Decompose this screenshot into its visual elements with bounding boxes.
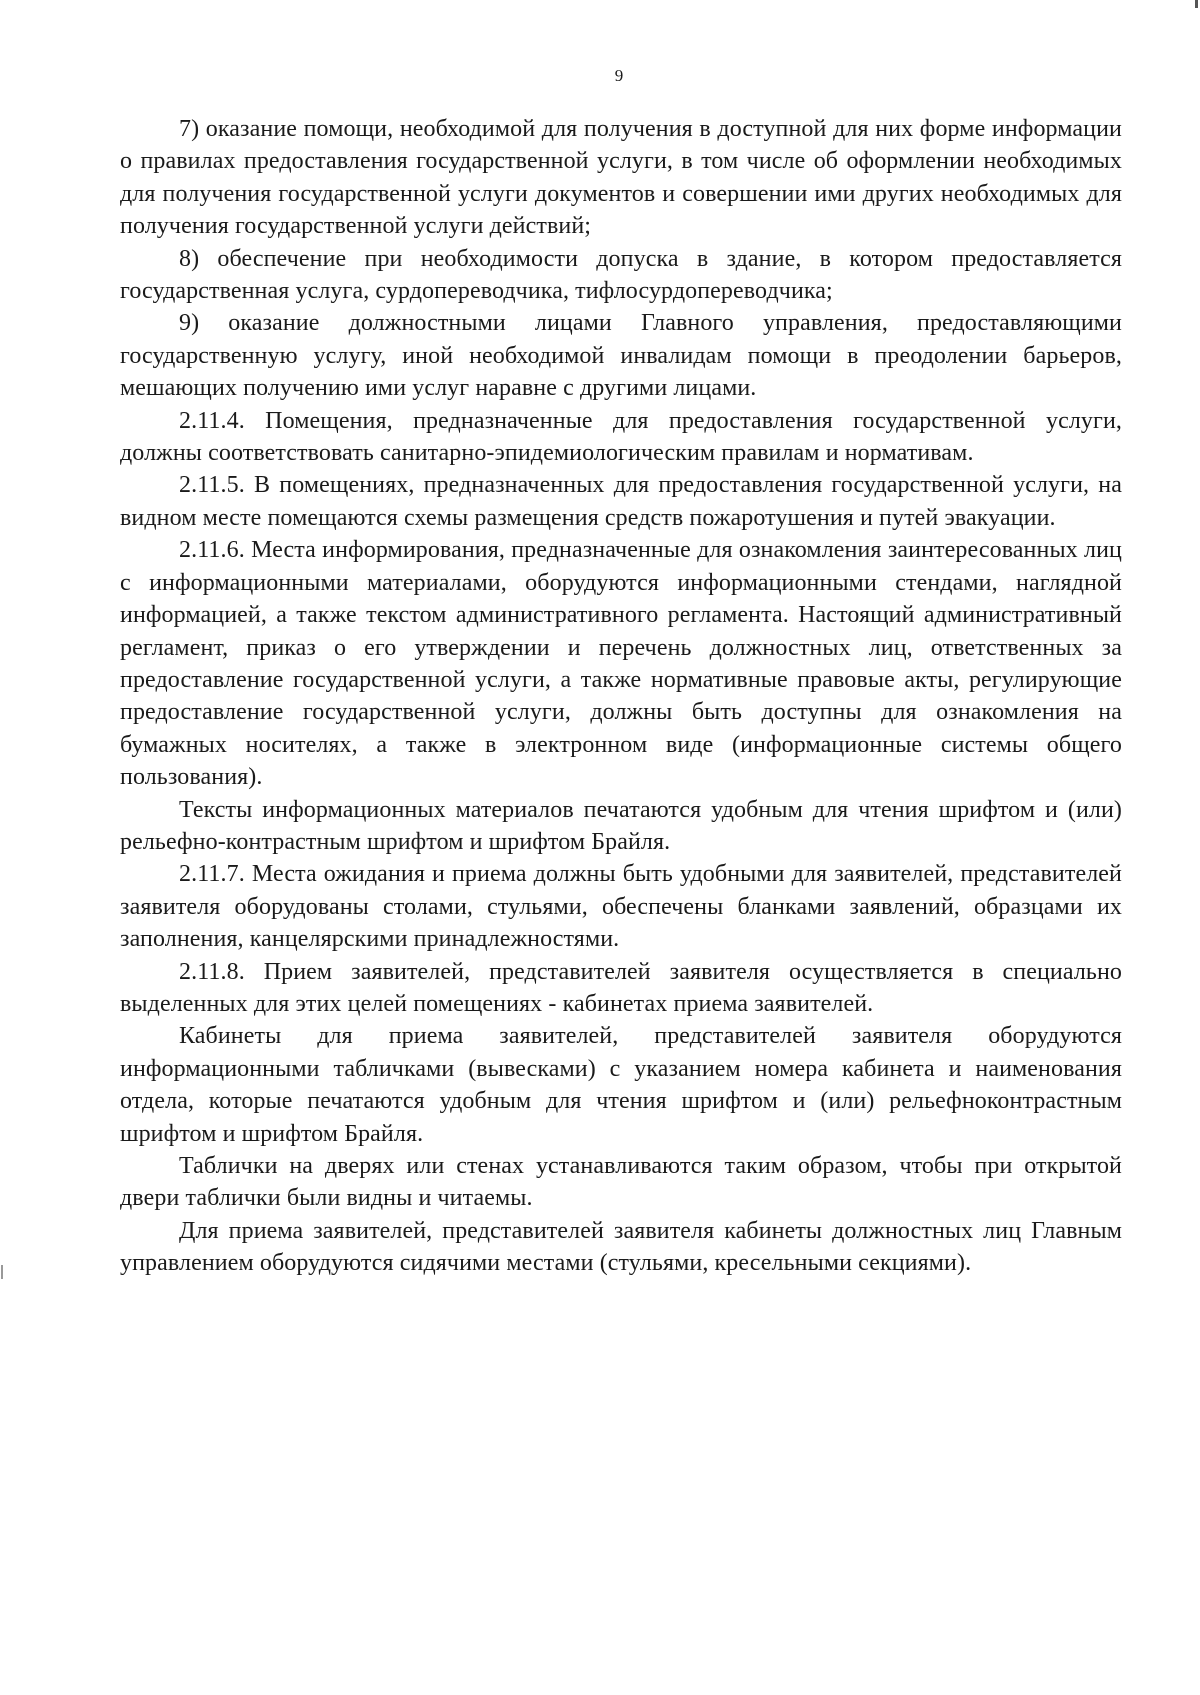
page-number: 9 (614, 66, 624, 85)
scan-mark-left-edge (1, 1265, 3, 1279)
paragraph-2-11-6: 2.11.6. Места информирования, предназначенные для ознакомления заинтересованных лиц с информационными материалами, оборудуются информационными стендами, наглядной информацией, а также текстом административного регламента. Настоящий административный регламент, приказ о его утверждении и перечень должностных лиц, ответственных за предоставление государственной услуги, а также нормативные правовые акты, регулирующие предоставление государственной услуги, должны быть доступны для ознакомления на бумажных носителях, а также в электронном виде (информационные системы общего пользования). (120, 537, 1122, 791)
paragraph-info-materials-fonts: Тексты информационных материалов печатаются удобным для чтения шрифтом и (или) рельефно-контрастным шрифтом и шрифтом Брайля. (120, 796, 1122, 855)
paragraph-2-11-7: 2.11.7. Места ожидания и приема должны быть удобными для заявителей, представителей заявителя оборудованы столами, стульями, обеспечены бланками заявлений, образцами их заполнения, канцелярскими принадлежностями. (120, 861, 1122, 953)
paragraph-cabinet-signs: Кабинеты для приема заявителей, представителей заявителя оборудуются информационными табличками (вывесками) с указанием номера кабинета и наименования отдела, которые печатаются удобным для чтения шрифтом и (или) рельефноконтрастным шрифтом и шрифтом Брайля. (120, 1023, 1122, 1147)
paragraph-item-8: 8) обеспечение при необходимости допуска в здание, в котором предоставляется государственная услуга, сурдопереводчика, тифлосурдопереводчика; (120, 245, 1122, 305)
paragraph-door-signs: Таблички на дверях или стенах устанавливаются таким образом, чтобы при открытой двери таблички были видны и читаемы. (120, 1153, 1122, 1212)
document-body (120, 113, 1122, 1280)
paragraph-2-11-5: 2.11.5. В помещениях, предназначенных для предоставления государственной услуги, на видном месте помещаются схемы размещения средств пожаротушения и путей эвакуации. (120, 472, 1122, 531)
paragraph-item-7: 7) оказание помощи, необходимой для получения в доступной для них форме информации о правилах предоставления государственной услуги, в том числе об оформлении необходимых для получения государственной услуги документов и совершении ими других необходимых для получения государственной услуги действий; (120, 116, 1122, 240)
paragraph-item-9: 9) оказание должностными лицами Главного управления, предоставляющими государственную услугу, иной необходимой инвалидам помощи в преодолении барьеров, мешающих получению ими услуг наравне с другими лицами. (120, 310, 1122, 402)
paragraph-2-11-4: 2.11.4. Помещения, предназначенные для предоставления государственной услуги, должны соответствовать санитарно-эпидемиологическим правилам и нормативам. (120, 407, 1122, 467)
paragraph-2-11-8: 2.11.8. Прием заявителей, представителей заявителя осуществляется в специально выделенных для этих целей помещениях - кабинетах приема заявителей. (120, 958, 1122, 1017)
scan-mark-top-right (1195, 0, 1198, 8)
paragraph-seating: Для приема заявителей, представителей заявителя кабинеты должностных лиц Главным управлением оборудуются сидячими местами (стульями, кресельными секциями). (120, 1217, 1122, 1277)
